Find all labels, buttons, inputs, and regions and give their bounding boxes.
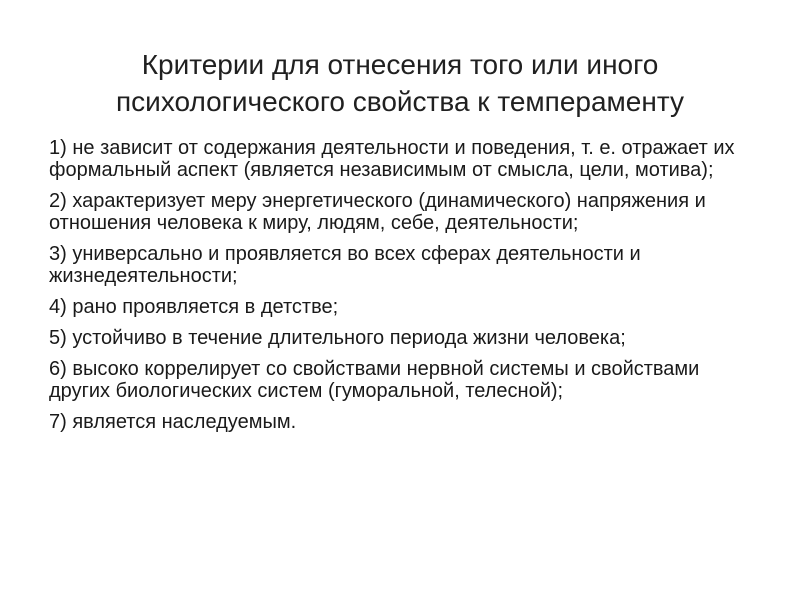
criteria-list	[49, 137, 749, 442]
criteria-item-4: 4) рано проявляется в детстве;	[49, 296, 339, 318]
criteria-item-7: 7) является наследуемым.	[49, 411, 297, 433]
criteria-item-5: 5) устойчиво в течение длительного периода жизни человека;	[49, 327, 626, 349]
criteria-item-2: 2) характеризует меру энергетического (динамического) напряжения и отношения человека к миру, людям, себе, деятельности;	[49, 190, 706, 234]
slide-title-line-1: Критерии для отнесения того или иного	[141, 49, 659, 80]
slide-title	[60, 46, 740, 120]
criteria-item-1: 1) не зависит от содержания деятельности и поведения, т. е. отражает их формальный аспект (является независимым от смысла, цели, мотива);	[49, 137, 735, 181]
slide-title-line-2: психологического свойства к темпераменту	[116, 86, 684, 117]
criteria-item-6: 6) высоко коррелирует со свойствами нервной системы и свойствами других биологических систем (гуморальной, телесной);	[49, 358, 700, 402]
criteria-item-3: 3) универсально и проявляется во всех сферах деятельности и жизнедеятельности;	[49, 243, 641, 287]
